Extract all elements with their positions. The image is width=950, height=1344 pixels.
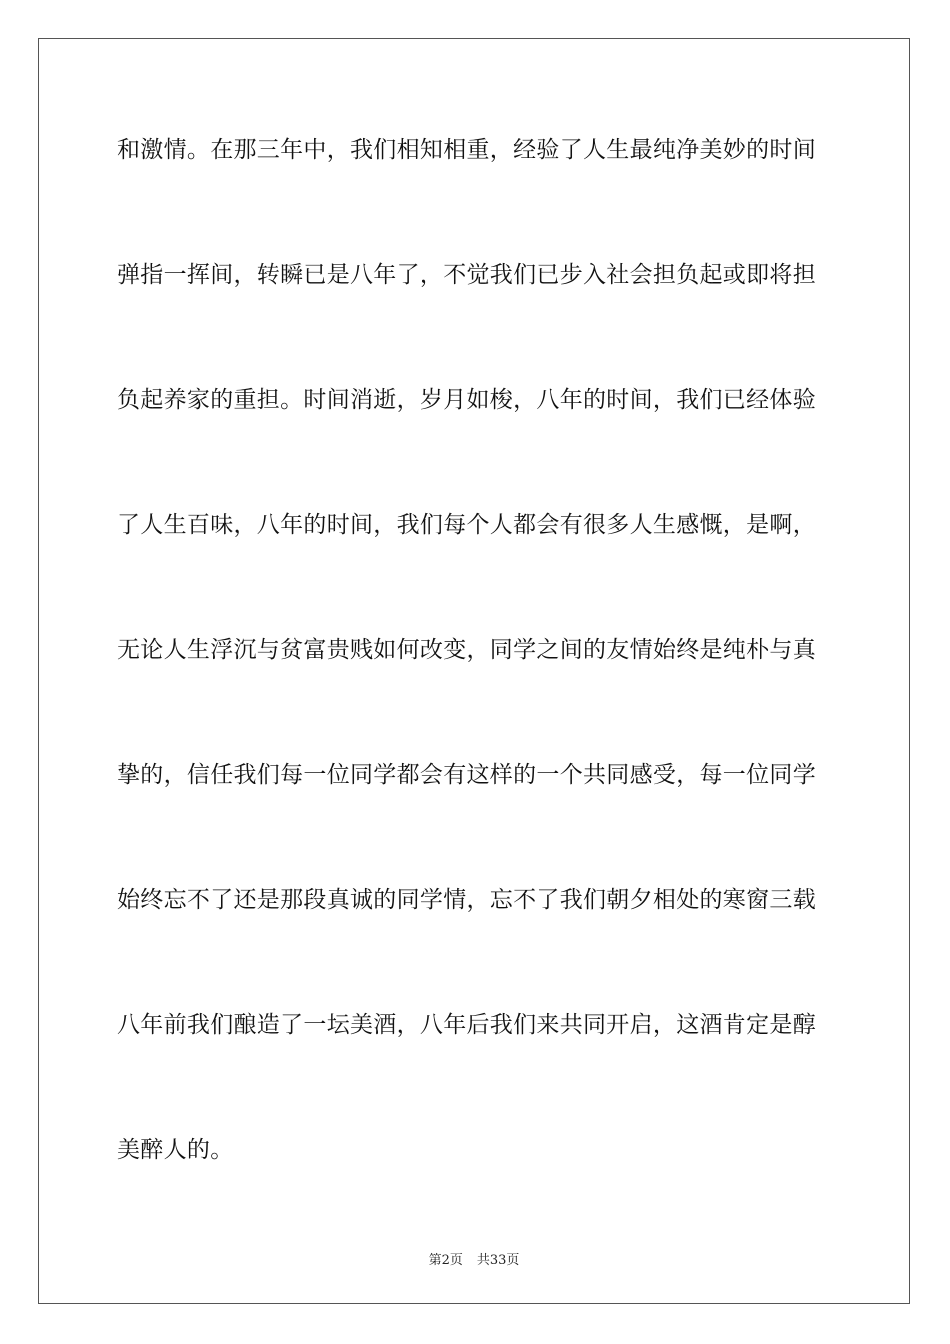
text-line-4: 了人生百味，八年的时间，我们每个人都会有很多人生感慨，是啊， [117, 512, 816, 538]
text-line-3: 负起养家的重担。时间消逝，岁月如梭，八年的时间，我们已经体验 [117, 387, 816, 413]
text-line-9: 美醉人的。 [117, 1137, 234, 1163]
body-text [117, 129, 837, 1254]
page-footer [39, 1249, 909, 1268]
page-number: 第2页 [428, 1253, 463, 1268]
text-line-2: 弹指一挥间，转瞬已是八年了，不觉我们已步入社会担负起或即将担 [117, 262, 816, 288]
page-frame [38, 38, 910, 1304]
text-line-1: 和激情。在那三年中，我们相知相重，经验了人生最纯净美妙的时间 [117, 137, 816, 163]
text-line-8: 八年前我们酿造了一坛美酒，八年后我们来共同开启，这酒肯定是醇 [117, 1012, 816, 1038]
text-line-7: 始终忘不了还是那段真诚的同学情，忘不了我们朝夕相处的寒窗三载 [117, 887, 816, 913]
page-total: 共33页 [476, 1253, 520, 1268]
text-line-6: 挚的，信任我们每一位同学都会有这样的一个共同感受，每一位同学 [117, 762, 816, 788]
text-line-5: 无论人生浮沉与贫富贵贱如何改变，同学之间的友情始终是纯朴与真 [117, 637, 816, 663]
